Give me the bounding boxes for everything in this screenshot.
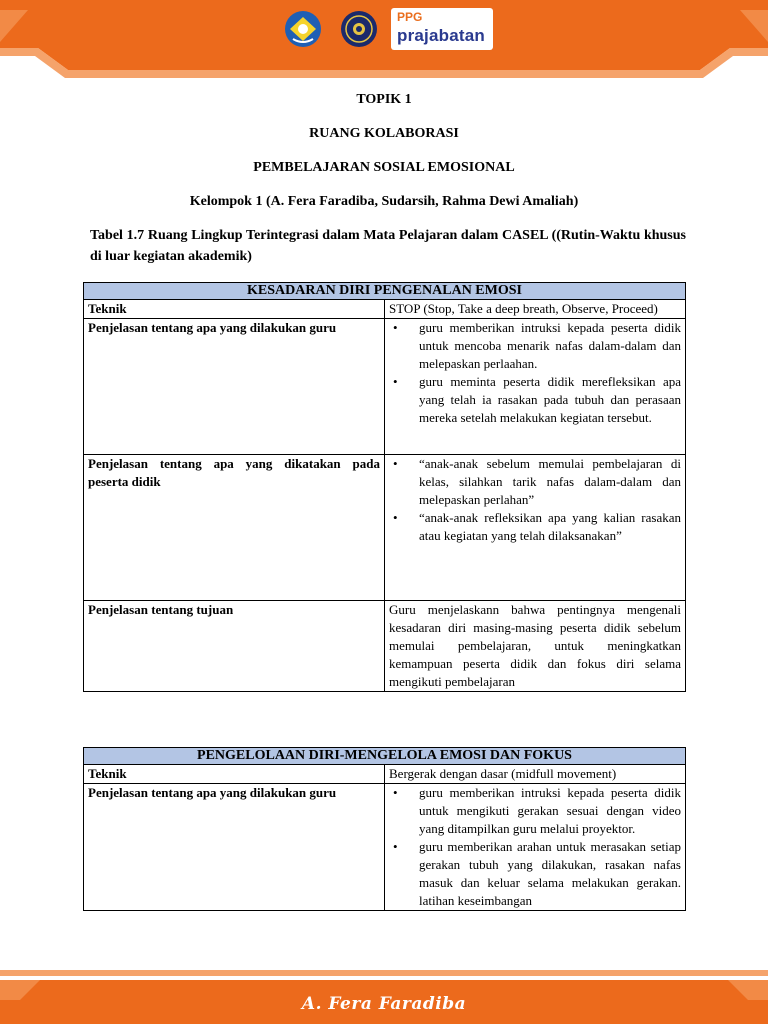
table2-teacher-does-bullet: • guru memberikan intruksi kepada peserta didik untuk mengikuti gerakan sesuai dengan video yang ditampilkan guru melalui proyektor. xyxy=(393,785,681,836)
self-awareness-table xyxy=(83,282,686,692)
tutwuri-logo xyxy=(279,9,327,49)
table2-teacher-does-value xyxy=(385,784,686,911)
table1-teacher-says-bullet: • “anak-anak sebelum memulai pembelajaran di kelas, silahkan tarik nafas dalam-dalam dan melepaskan perlahan” xyxy=(393,456,681,507)
table2-teacher-does-bullet: • guru memberikan arahan untuk merasakan setiap gerakan tubuh yang dilakukan, rasakan nafas masuk dan keluar selama melakukan gerakan. latihan keseimbangan xyxy=(393,839,681,908)
table1-teacher-does-bullet: • guru meminta peserta didik merefleksikan apa yang telah ia rasakan pada tubuh dan perasaan mereka setelah melakukan kegiatan tersebut. xyxy=(393,374,681,425)
table1-teacher-says-label: Penjelasan tentang apa yang dikatakan pada peserta didik xyxy=(84,455,385,601)
table2-technique-label: Teknik xyxy=(84,765,385,784)
table1-teacher-does-bullet: • guru memberikan intruksi kepada peserta didik untuk mencoba menarik nafas dalam-dalam dan melepaskan perlaahan. xyxy=(393,320,681,371)
room-title: RUANG KOLABORASI xyxy=(309,126,459,141)
university-logo xyxy=(337,9,381,49)
ppg-prajabatan-logo xyxy=(391,8,493,50)
table1-goal-value: Guru menjelaskann bahwa pentingnya mengenali kesadaran diri masing-masing peserta didik sebelum memulai pembelajaran, untuk meningkatkan kemampuan peserta didik dan fokus diri selama mengikuti pembelajaran xyxy=(385,601,686,692)
header-decoration xyxy=(0,0,768,80)
table1-teacher-does-label: Penjelasan tentang apa yang dilakukan guru xyxy=(84,319,385,455)
footer-band xyxy=(0,964,768,1024)
table1-teacher-says-bullet: • “anak-anak refleksikan apa yang kalian rasakan atau kegiatan yang telah dilaksanakan” xyxy=(393,510,681,543)
group-title: Kelompok 1 (A. Fera Faradiba, Sudarsih, Rahma Dewi Amaliah) xyxy=(189,194,579,209)
ppg-logo-top-text: PPG xyxy=(397,10,423,24)
topic-title: TOPIK 1 xyxy=(356,92,412,107)
table2-technique-value: Bergerak dengan dasar (midfull movement) xyxy=(385,765,686,784)
table1-technique-label: Teknik xyxy=(84,300,385,319)
table1-technique-value: STOP (Stop, Take a deep breath, Observe, Proceed) xyxy=(385,300,686,319)
table1-teacher-does-value xyxy=(385,319,686,455)
table2-heading: PENGELOLAAN DIRI-MENGELOLA EMOSI DAN FOKUS xyxy=(84,748,686,765)
self-management-table xyxy=(83,747,686,911)
table1-heading: KESADARAN DIRI PENGENALAN EMOSI xyxy=(84,283,686,300)
table2-teacher-does-label: Penjelasan tentang apa yang dilakukan guru xyxy=(84,784,385,911)
ppg-logo-bottom-text: prajabatan xyxy=(397,26,485,45)
table-caption: Tabel 1.7 Ruang Lingkup Terintegrasi dalam Mata Pelajaran dalam CASEL ((Rutin-Waktu khusus di luar kegiatan akademik) xyxy=(90,228,686,264)
header-band xyxy=(0,0,768,80)
table1-goal-label: Penjelasan tentang tujuan xyxy=(84,601,385,692)
subject-title: PEMBELAJARAN SOSIAL EMOSIONAL xyxy=(253,160,515,175)
footer-author-name: A. Fera Faradiba xyxy=(301,994,467,1014)
table1-teacher-says-value xyxy=(385,455,686,601)
